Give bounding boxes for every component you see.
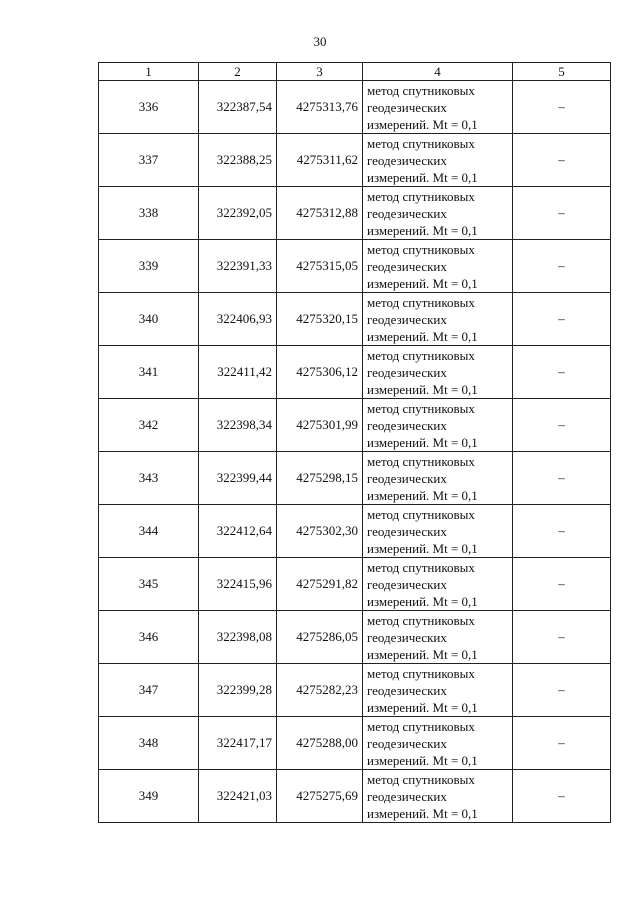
table-row [99, 664, 611, 717]
note-cell: – [513, 611, 611, 664]
header-col-3: 3 [277, 63, 363, 81]
note-cell: – [513, 452, 611, 505]
header-col-1: 1 [99, 63, 199, 81]
point-number-cell: 339 [99, 240, 199, 293]
point-number-cell: 336 [99, 81, 199, 134]
y-coordinate-cell: 4275313,76 [277, 81, 363, 134]
x-coordinate-cell: 322399,44 [199, 452, 277, 505]
table-row [99, 717, 611, 770]
table-row [99, 505, 611, 558]
y-coordinate-cell: 4275315,05 [277, 240, 363, 293]
method-cell: метод спутниковых геодезических измерений. Mt = 0,1 [363, 293, 513, 346]
page-number: 30 [313, 34, 327, 49]
method-cell: метод спутниковых геодезических измерений. Mt = 0,1 [363, 452, 513, 505]
method-cell: метод спутниковых геодезических измерений. Mt = 0,1 [363, 399, 513, 452]
table-row [99, 240, 611, 293]
method-cell: метод спутниковых геодезических измерений. Mt = 0,1 [363, 81, 513, 134]
method-cell: метод спутниковых геодезических измерений. Mt = 0,1 [363, 346, 513, 399]
note-cell: – [513, 717, 611, 770]
note-cell: – [513, 187, 611, 240]
y-coordinate-cell: 4275291,82 [277, 558, 363, 611]
y-coordinate-cell: 4275312,88 [277, 187, 363, 240]
note-cell: – [513, 505, 611, 558]
note-cell: – [513, 134, 611, 187]
note-cell: – [513, 664, 611, 717]
method-cell: метод спутниковых геодезических измерений. Mt = 0,1 [363, 611, 513, 664]
method-cell: метод спутниковых геодезических измерений. Mt = 0,1 [363, 558, 513, 611]
y-coordinate-cell: 4275302,30 [277, 505, 363, 558]
point-number-cell: 340 [99, 293, 199, 346]
header-col-2: 2 [199, 63, 277, 81]
point-number-cell: 337 [99, 134, 199, 187]
method-cell: метод спутниковых геодезических измерений. Mt = 0,1 [363, 505, 513, 558]
header-col-4: 4 [363, 63, 513, 81]
note-cell: – [513, 293, 611, 346]
point-number-cell: 347 [99, 664, 199, 717]
point-number-cell: 349 [99, 770, 199, 823]
method-cell: метод спутниковых геодезических измерений. Mt = 0,1 [363, 240, 513, 293]
y-coordinate-cell: 4275298,15 [277, 452, 363, 505]
x-coordinate-cell: 322388,25 [199, 134, 277, 187]
x-coordinate-cell: 322415,96 [199, 558, 277, 611]
method-cell: метод спутниковых геодезических измерений. Mt = 0,1 [363, 664, 513, 717]
note-cell: – [513, 240, 611, 293]
table-row [99, 770, 611, 823]
x-coordinate-cell: 322417,17 [199, 717, 277, 770]
note-cell: – [513, 399, 611, 452]
y-coordinate-cell: 4275306,12 [277, 346, 363, 399]
point-number-cell: 342 [99, 399, 199, 452]
method-cell: метод спутниковых геодезических измерений. Mt = 0,1 [363, 134, 513, 187]
y-coordinate-cell: 4275320,15 [277, 293, 363, 346]
x-coordinate-cell: 322391,33 [199, 240, 277, 293]
point-number-cell: 338 [99, 187, 199, 240]
table-row [99, 293, 611, 346]
y-coordinate-cell: 4275275,69 [277, 770, 363, 823]
method-cell: метод спутниковых геодезических измерений. Mt = 0,1 [363, 187, 513, 240]
table-row [99, 134, 611, 187]
point-number-cell: 344 [99, 505, 199, 558]
table-row [99, 399, 611, 452]
point-number-cell: 346 [99, 611, 199, 664]
table-row [99, 611, 611, 664]
point-number-cell: 345 [99, 558, 199, 611]
method-cell: метод спутниковых геодезических измерений. Mt = 0,1 [363, 717, 513, 770]
y-coordinate-cell: 4275301,99 [277, 399, 363, 452]
table-row [99, 81, 611, 134]
y-coordinate-cell: 4275311,62 [277, 134, 363, 187]
note-cell: – [513, 558, 611, 611]
table-row [99, 558, 611, 611]
x-coordinate-cell: 322411,42 [199, 346, 277, 399]
note-cell: – [513, 346, 611, 399]
method-cell: метод спутниковых геодезических измерений. Mt = 0,1 [363, 770, 513, 823]
point-number-cell: 348 [99, 717, 199, 770]
x-coordinate-cell: 322398,08 [199, 611, 277, 664]
coordinates-table [98, 62, 611, 823]
x-coordinate-cell: 322412,64 [199, 505, 277, 558]
table-row [99, 452, 611, 505]
point-number-cell: 343 [99, 452, 199, 505]
table-header-row [99, 63, 611, 81]
x-coordinate-cell: 322406,93 [199, 293, 277, 346]
x-coordinate-cell: 322398,34 [199, 399, 277, 452]
x-coordinate-cell: 322392,05 [199, 187, 277, 240]
header-col-5: 5 [513, 63, 611, 81]
point-number-cell: 341 [99, 346, 199, 399]
x-coordinate-cell: 322387,54 [199, 81, 277, 134]
y-coordinate-cell: 4275282,23 [277, 664, 363, 717]
x-coordinate-cell: 322399,28 [199, 664, 277, 717]
table-body [99, 81, 611, 823]
table-row [99, 346, 611, 399]
note-cell: – [513, 81, 611, 134]
x-coordinate-cell: 322421,03 [199, 770, 277, 823]
note-cell: – [513, 770, 611, 823]
y-coordinate-cell: 4275288,00 [277, 717, 363, 770]
y-coordinate-cell: 4275286,05 [277, 611, 363, 664]
table-row [99, 187, 611, 240]
